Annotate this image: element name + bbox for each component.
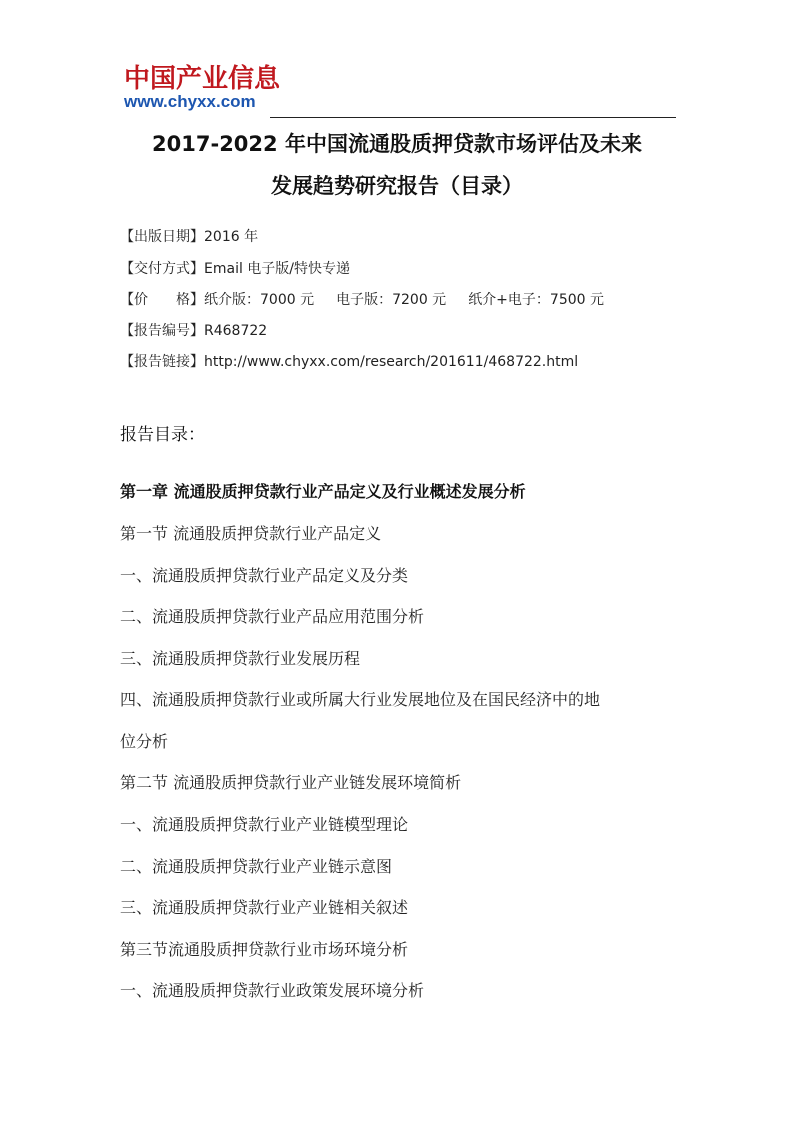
meta-code-label: 【报告编号】 (120, 323, 204, 339)
toc-item: 一、流通股质押贷款行业产品定义及分类 (120, 566, 409, 585)
meta-link (120, 353, 578, 371)
logo-url[interactable]: www.chyxx.com (124, 92, 256, 111)
logo (124, 64, 280, 112)
meta-delivery-label: 【交付方式】 (120, 261, 204, 277)
meta-link-label: 【报告链接】 (120, 354, 204, 370)
toc-item: 一、流通股质押贷款行业产业链模型理论 (120, 815, 409, 834)
toc-item: 四、流通股质押贷款行业或所属大行业发展地位及在国民经济中的地 (120, 690, 601, 709)
price-paper: 纸介版：7000 元 (204, 292, 315, 308)
toc-item: 三、流通股质押贷款行业发展历程 (120, 649, 361, 668)
meta-code-value: R468722 (204, 323, 268, 339)
toc-item: 第一节 流通股质押贷款行业产品定义 (120, 524, 382, 543)
price-electronic: 电子版：7200 元 (336, 292, 447, 308)
price-both: 纸介+电子：7500 元 (468, 292, 604, 308)
meta-code (120, 322, 267, 340)
toc-item: 第二节 流通股质押贷款行业产业链发展环境简析 (120, 773, 462, 792)
meta-date-value: 2016 年 (204, 229, 259, 245)
toc-item: 三、流通股质押贷款行业产业链相关叙述 (120, 898, 409, 917)
meta-delivery-value: Email 电子版/特快专递 (204, 261, 351, 277)
toc-item: 位分析 (120, 732, 169, 751)
toc-item: 二、流通股质押贷款行业产业链示意图 (120, 857, 393, 876)
toc-item: 第三节流通股质押贷款行业市场环境分析 (120, 940, 409, 959)
meta-date-label: 【出版日期】 (120, 229, 204, 245)
toc-item: 一、流通股质押贷款行业政策发展环境分析 (120, 981, 425, 1000)
meta-price-label: 【价 格】 (120, 292, 204, 308)
logo-name: 中国产业信息 (124, 64, 281, 94)
meta-price (120, 291, 604, 309)
report-title-line-1: 2017-2022 年中国流通股质押贷款市场评估及未来 (152, 132, 642, 156)
toc-item: 二、流通股质押贷款行业产品应用范围分析 (120, 607, 425, 626)
meta-link-value[interactable]: http://www.chyxx.com/research/201611/468722.html (204, 354, 579, 370)
meta-delivery (120, 260, 350, 278)
report-title-line-2: 发展趋势研究报告（目录） (271, 174, 523, 198)
toc-chapter-1: 第一章 流通股质押贷款行业产品定义及行业概述发展分析 (120, 482, 526, 501)
header-divider (270, 117, 676, 118)
meta-date (120, 228, 258, 246)
toc-heading: 报告目录： (120, 425, 205, 445)
